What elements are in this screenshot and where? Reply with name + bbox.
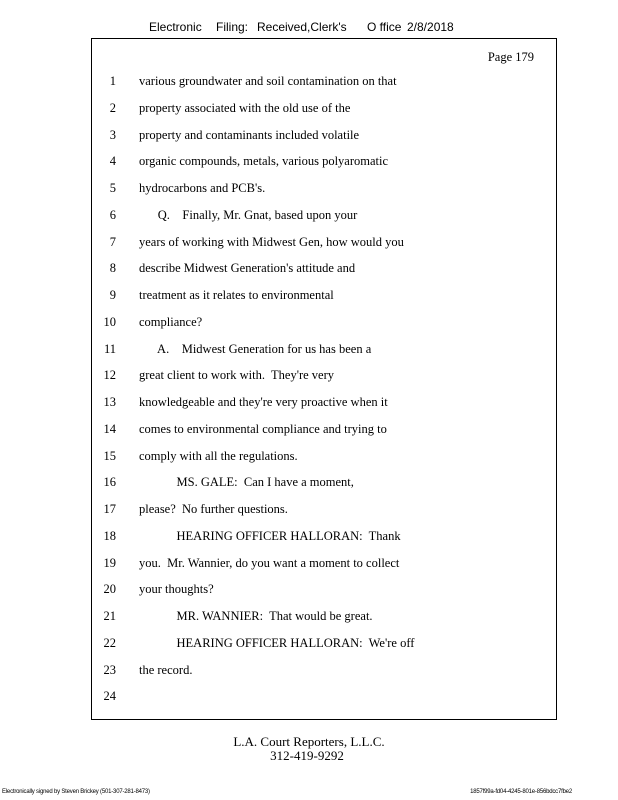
line-text: comes to environmental compliance and trying to (139, 421, 387, 436)
line-number: 19 (103, 555, 116, 570)
line-number: 3 (109, 127, 116, 142)
transcript-line (0, 101, 618, 121)
stamp-date: 2/8/2018 (407, 20, 454, 34)
transcript-line (0, 235, 618, 255)
transcript-line (0, 368, 618, 388)
line-number: 14 (103, 421, 116, 436)
stamp-electronic: Electronic (149, 20, 202, 34)
electronic-signature: Electronically signed by Steven Brickey (501-307-281-8473) (2, 789, 150, 795)
transcript-line (0, 128, 618, 148)
line-text: years of working with Midwest Gen, how would you (139, 234, 404, 249)
line-text: HEARING OFFICER HALLORAN: We're off (139, 635, 415, 650)
line-number: 12 (103, 368, 116, 383)
line-number: 20 (103, 582, 116, 597)
line-number: 24 (103, 689, 116, 704)
line-text: great client to work with. They're very (139, 368, 335, 383)
transcript-line (0, 208, 618, 228)
line-text: describe Midwest Generation's attitude and (139, 261, 356, 276)
line-text: property and contaminants included volatile (139, 127, 360, 142)
line-text: A. Midwest Generation for us has been a (139, 341, 372, 356)
line-number: 9 (109, 288, 116, 302)
line-number: 21 (103, 609, 116, 623)
transcript-line (0, 689, 618, 709)
stamp-filing: Filing: (216, 20, 249, 34)
line-number: 17 (103, 502, 116, 516)
line-text: compliance? (139, 314, 203, 329)
line-number: 8 (109, 261, 116, 276)
line-text: comply with all the regulations. (139, 448, 298, 463)
transcript-line (0, 181, 618, 201)
transcript-line (0, 74, 618, 94)
line-text: MS. GALE: Can I have a moment, (139, 475, 354, 490)
document-hash: 1857f99a-fd04-4245-801e-856bdcc7fbe2 (470, 789, 572, 795)
transcript-line (0, 475, 618, 495)
stamp-office: O ffice (367, 20, 402, 34)
line-text: please? No further questions. (139, 502, 288, 516)
footer-company: L.A. Court Reporters, L.L.C. (233, 734, 385, 749)
page-number: Page 179 (487, 50, 534, 64)
transcript-line (0, 261, 618, 281)
filing-stamp (0, 20, 618, 36)
line-number: 5 (109, 181, 116, 195)
footer-phone-number: 312-419-9292 (270, 748, 344, 763)
transcript-line (0, 422, 618, 442)
line-number: 22 (103, 635, 116, 650)
line-number: 16 (103, 475, 116, 490)
line-text: organic compounds, metals, various polyaromatic (139, 154, 389, 169)
line-text: various groundwater and soil contamination on that (139, 74, 397, 88)
line-number: 18 (103, 528, 116, 543)
line-text: MR. WANNIER: That would be great. (139, 609, 373, 623)
line-text: property associated with the old use of the (139, 100, 351, 115)
line-text: Q. Finally, Mr. Gnat, based upon your (139, 207, 358, 222)
transcript-line (0, 288, 618, 308)
line-text: treatment as it relates to environmental (139, 288, 334, 302)
line-text: your thoughts? (139, 582, 214, 597)
line-number: 6 (109, 207, 116, 222)
line-number: 11 (103, 341, 116, 356)
line-text: HEARING OFFICER HALLORAN: Thank (139, 528, 401, 543)
transcript-line (0, 315, 618, 335)
transcript-line (0, 609, 618, 629)
stamp-received: Received,Clerk's (257, 20, 347, 34)
transcript-line (0, 582, 618, 602)
line-text: knowledgeable and they're very proactive when it (139, 395, 388, 409)
transcript-line (0, 663, 618, 683)
line-number: 13 (103, 395, 116, 409)
transcript-line (0, 502, 618, 522)
transcript-line (0, 449, 618, 469)
footer-phone (0, 748, 618, 764)
line-number: 10 (103, 314, 116, 329)
transcript-line (0, 395, 618, 415)
line-number: 2 (109, 100, 116, 115)
transcript-line (0, 529, 618, 549)
line-text: hydrocarbons and PCB's. (139, 181, 266, 195)
line-number: 1 (109, 74, 116, 88)
line-text: the record. (139, 662, 193, 677)
line-number: 23 (103, 662, 116, 677)
transcript-line (0, 154, 618, 174)
transcript-line (0, 636, 618, 656)
line-number: 4 (109, 154, 116, 169)
transcript-line (0, 342, 618, 362)
line-number: 7 (109, 234, 116, 249)
line-text: you. Mr. Wannier, do you want a moment to collect (139, 555, 400, 570)
transcript-line (0, 556, 618, 576)
line-number: 15 (103, 448, 116, 463)
